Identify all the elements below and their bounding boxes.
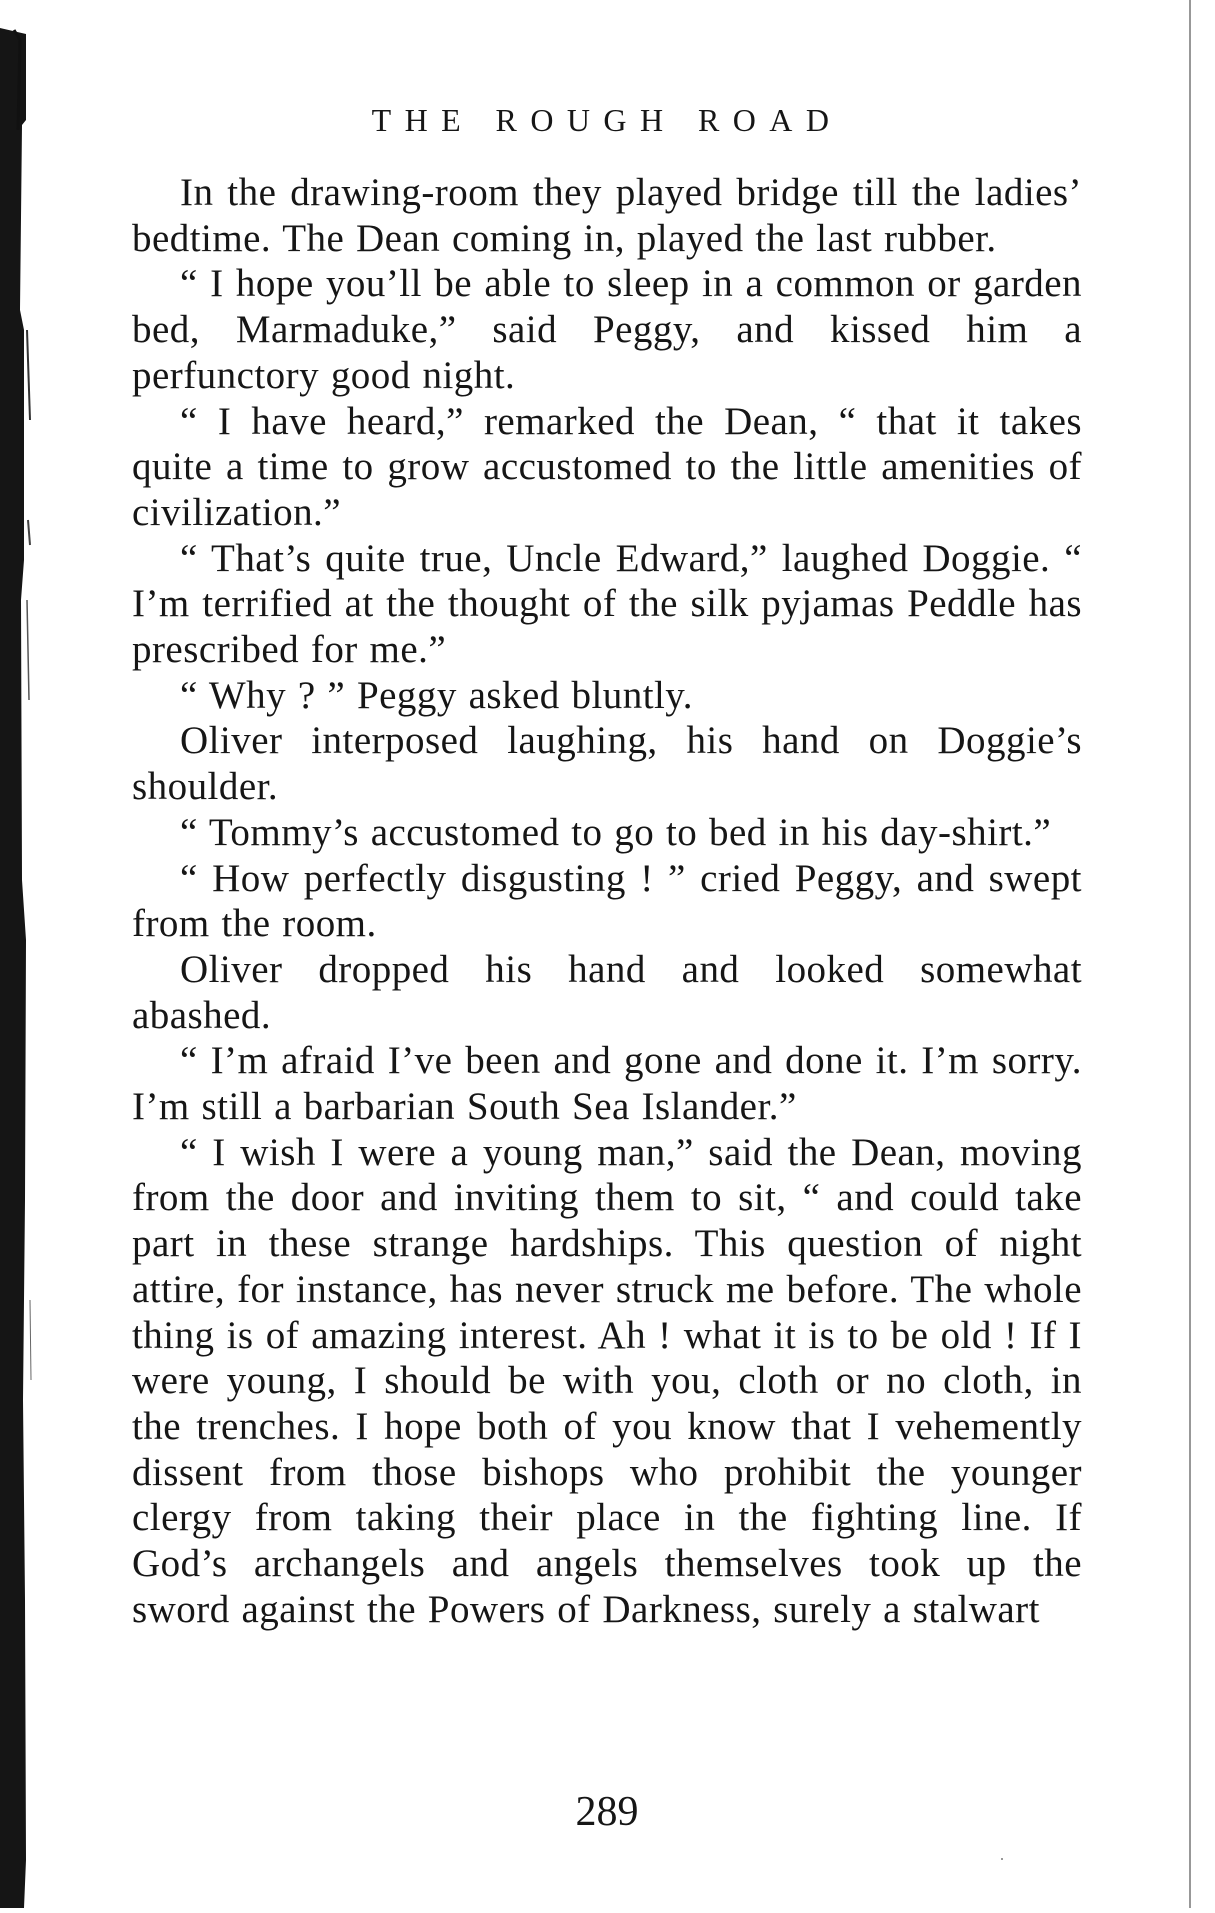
paragraph: “ I hope you’ll be able to sleep in a common or garden bed, Marmaduke,” said Peggy, and kissed him a perfunctory good night. (132, 262, 1082, 397)
paragraph: Oliver interposed laughing, his hand on Doggie’s shoulder. (132, 719, 1082, 809)
paragraph: “ How perfectly disgusting ! ” cried Peggy, and swept from the room. (132, 856, 1082, 946)
running-head: THE ROUGH ROAD (371, 102, 843, 138)
paragraph: In the drawing-room they played bridge till the ladies’ bedtime. The Dean coming in, played the last rubber. (132, 171, 1082, 260)
body-text (132, 170, 1082, 1633)
binding-edge (0, 0, 72, 1908)
page-edge-line (1189, 0, 1191, 1908)
paragraph: Oliver dropped his hand and looked somewhat abashed. (132, 947, 1082, 1037)
scan-speck (1001, 1858, 1003, 1860)
paragraph: “ I wish I were a young man,” said the Dean, moving from the door and inviting them to sit, “ and could take part in these strange hardships. This question of night attire, for instance, has never struck me before. The whole thing is of amazing interest. Ah ! what it is to be old ! If I were young, I should be with you, cloth or no cloth, in the trenches. I hope both of you know that I vehemently dissent from those bishops who prohibit the younger clergy from taking their place in the fighting line. If God’s archangels and angels themselves took up the sword against the Powers of Darkness, surely a stalwart (132, 1130, 1082, 1631)
paragraph: “ I have heard,” remarked the Dean, “ that it takes quite a time to grow accustomed to the little amenities of civilization.” (132, 399, 1082, 534)
paragraph: “ That’s quite true, Uncle Edward,” laughed Doggie. “ I’m terrified at the thought of the silk pyjamas Peddle has prescribed for me.” (132, 536, 1082, 672)
page-number: 289 (575, 1789, 639, 1835)
paragraph: “ Tommy’s accustomed to go to bed in his day-shirt.” (180, 810, 1052, 854)
binding-shadow (0, 0, 72, 1908)
paragraph: “ I’m afraid I’ve been and gone and done it. I’m sorry. I’m still a barbarian South Sea Islander.” (132, 1039, 1082, 1129)
paragraph: “ Why ? ” Peggy asked bluntly. (180, 673, 693, 717)
